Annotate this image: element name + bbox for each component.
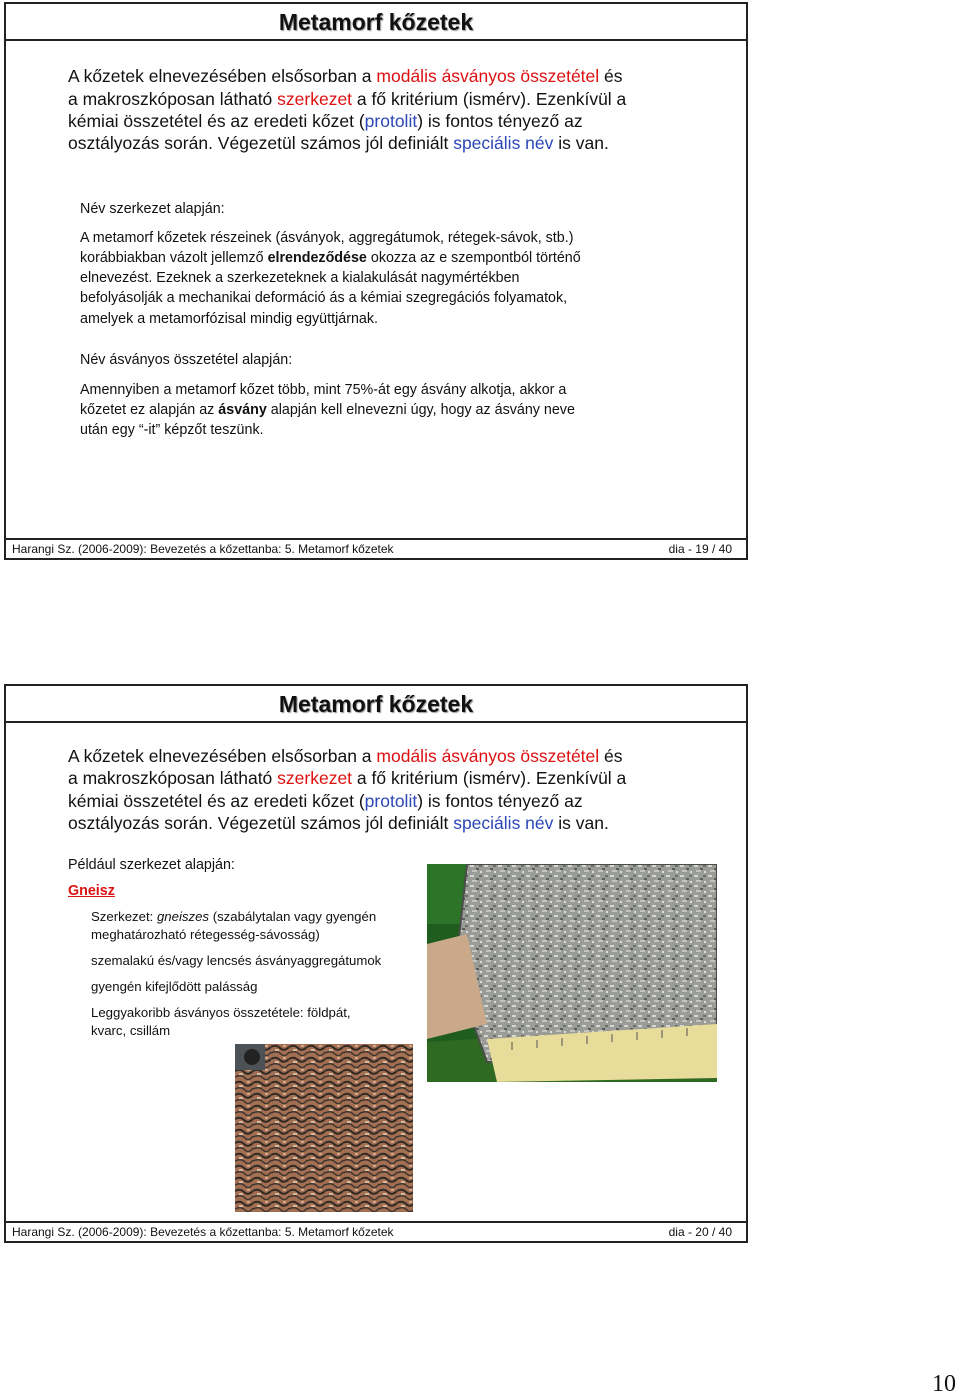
slide-19: Metamorf kőzetek A kőzetek elnevezésében elsősorban a modális ásványos összetétel és a makroszkóposan látható szerkezet a fő kritérium (ismérv). Ezenkívül a kémiai összetétel és az eredeti kőzet (protolit) is fontos tényező az osztályozás során. Végezetül számos jól definiált speciális név is van. Név szerkezet alapján: A metamorf kőzetek részeinek (ásványok, aggregátumok, rétegek-sávok, stb.) korábbiakban vázolt jellemző elrendeződése okozza az e szempontból történő elnevezést. Ezeknek a szerkezeteknek a kialakulását nagymértékben befolyásolják a mechanikai deformáció ás a kémiai szegregációs folyamatok, amelyek a metamorfózisal mindig együttjárnak. Név ásványos összetétel alapján: Amennyiben a metamorf kőzet több, mint 75%-át egy ásvány alkotja, akkor a kőzetet ez alapján az ásvány alapján kell elnevezni úgy, hogy az ásvány neve után egy “-it” képzőt teszünk. Harangi Sz. (2006-2009): Bevezetés a kőzettanba: 5. Metamorf kőzetek dia - 19 / 40 (4, 2, 748, 560)
intro-line-4: osztályozás során. Végezetül számos jól definiált speciális név is van. (68, 133, 609, 153)
rock-name-gneiss: Gneisz (68, 883, 115, 899)
section-heading-structure: Név szerkezet alapján: (80, 201, 225, 217)
composition-line-1: Leggyakoribb ásványos összetétele: földpát, (91, 1005, 351, 1020)
feature-schistosity: gyengén kifejlődött palásság (91, 979, 258, 994)
intro-line-1: A kőzetek elnevezésében elsősorban a modális ásványos összetétel és (68, 66, 623, 86)
feature-augen: szemalakú és/vagy lencsés ásványaggregátumok (91, 953, 382, 968)
footer-citation: Harangi Sz. (2006-2009): Bevezetés a kőzettanba: 5. Metamorf kőzetek (12, 1225, 394, 1239)
intro-line-2: a makroszkóposan látható szerkezet a fő kritérium (ismérv). Ezenkívül a (68, 89, 627, 109)
highlight-structure: szerkezet (277, 89, 353, 109)
highlight-structure: szerkezet (277, 768, 353, 788)
slide-title: Metamorf kőzetek (6, 4, 746, 41)
emphasis-mineral: ásvány (218, 402, 267, 418)
highlight-modal-composition: modális ásványos összetétel (376, 66, 600, 86)
slide-title: Metamorf kőzetek (6, 686, 746, 723)
slide-counter: dia - 20 / 40 (668, 1225, 732, 1239)
highlight-modal-composition: modális ásványos összetétel (376, 746, 600, 766)
highlight-special-name: speciális név (453, 133, 554, 153)
composition-line-2: kvarc, csillám (91, 1023, 171, 1038)
slide-20: Metamorf kőzetek A kőzetek elnevezésében elsősorban a modális ásványos összetétel és a makroszkóposan látható szerkezet a fő kritérium (ismérv). Ezenkívül a kémiai összetétel és az eredeti kőzet (protolit) is fontos tényező az osztályozás során. Végezetül számos jól definiált speciális név is van. Például szerkezet alapján: Gneisz Szerkezet: gneiszes (szabálytalan vagy gyengén meghatározható rétegesség-sávosság) szemalakú és/vagy lencsés ásványaggregátumok gyengén kifejlődött palásság Leggyakoribb ásványos összetétele: földpát, kvarc, csillám Harangi Sz. (2006-2009): Bevezetés a kőzettanba: 5. Metamorf kőzetek dia - 20 / 40 (4, 684, 748, 1243)
page-number: 10 (932, 1371, 956, 1397)
example-heading: Például szerkezet alapján: (68, 857, 235, 873)
highlight-special-name: speciális név (453, 813, 554, 833)
slide-footer (6, 538, 746, 558)
gneiss-slab-photo (235, 1044, 413, 1212)
highlight-protolith: protolit (364, 111, 418, 131)
footer-citation: Harangi Sz. (2006-2009): Bevezetés a kőzettanba: 5. Metamorf kőzetek (12, 542, 394, 556)
slide-footer (6, 1221, 746, 1241)
structure-type: gneiszes (156, 909, 210, 924)
emphasis-arrangement: elrendeződése (267, 250, 367, 266)
highlight-protolith: protolit (364, 791, 418, 811)
section-heading-mineral: Név ásványos összetétel alapján: (80, 352, 293, 368)
gneiss-specimen-photo (427, 864, 717, 1082)
slide-counter: dia - 19 / 40 (668, 542, 732, 556)
intro-line-3: kémiai összetétel és az eredeti kőzet (protolit) is fontos tényező az (68, 111, 583, 131)
